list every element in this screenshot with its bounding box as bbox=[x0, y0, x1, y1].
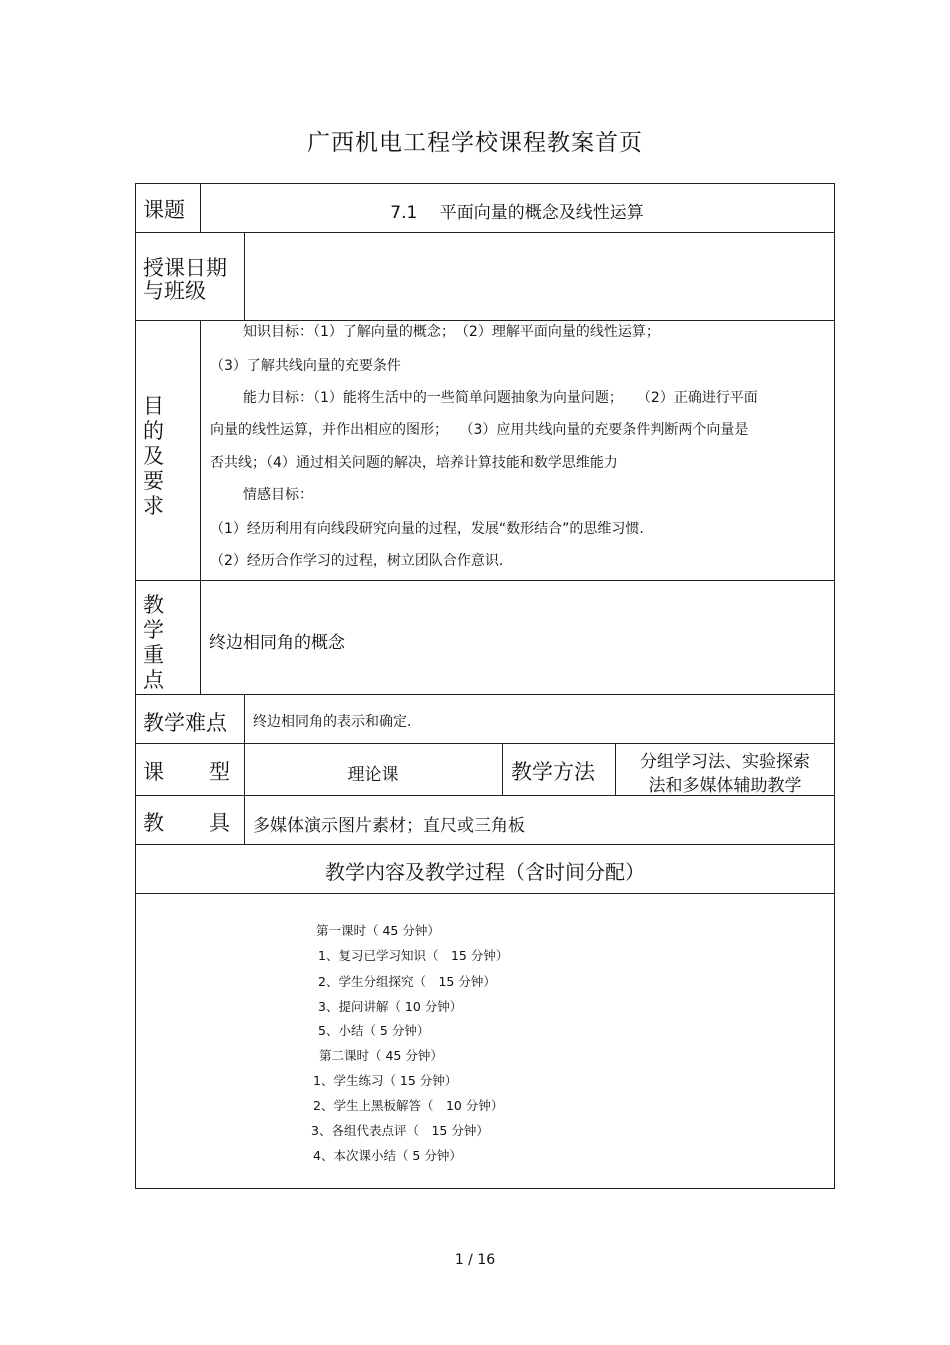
row-divider bbox=[135, 580, 835, 581]
row-divider bbox=[135, 743, 835, 744]
column-divider bbox=[244, 232, 245, 320]
goals-label-char: 要 bbox=[143, 469, 164, 493]
goals-label-char: 目 bbox=[143, 394, 164, 418]
schedule-item: 2、学生上黑板解答（ 10 分钟） bbox=[313, 1098, 504, 1113]
schedule-item: 第一课时（ 45 分钟） bbox=[316, 923, 440, 938]
tools-label: 具 bbox=[209, 811, 230, 835]
method-label: 教学方法 bbox=[511, 760, 595, 784]
goals-line: 能力目标：（1）能将生活中的一些简单问题抽象为向量问题； （2）正确进行平面 bbox=[243, 390, 758, 406]
row-divider bbox=[135, 232, 835, 233]
goals-label-char: 求 bbox=[143, 494, 164, 518]
document-title: 广西机电工程学校课程教案首页 bbox=[307, 130, 643, 156]
goals-line: （1）经历利用有向线段研究向量的过程，发展“数形结合”的思维习惯. bbox=[210, 521, 644, 537]
goals-label-char: 的 bbox=[143, 419, 164, 443]
key-point-label-char: 重 bbox=[143, 643, 164, 667]
goals-line: 向量的线性运算，并作出相应的图形； （3）应用共线向量的充要条件判断两个向量是 bbox=[210, 422, 749, 438]
goals-line: （3）了解共线向量的充要条件 bbox=[210, 358, 401, 374]
row-divider bbox=[135, 694, 835, 695]
schedule-item: 1、复习已学习知识（ 15 分钟） bbox=[318, 948, 509, 963]
goals-line: 情感目标： bbox=[243, 487, 313, 503]
date-label-line1: 授课日期 bbox=[143, 256, 227, 280]
schedule-item: 4、本次课小结（ 5 分钟） bbox=[313, 1148, 462, 1163]
type-label: 课 bbox=[143, 760, 164, 784]
key-point-label-char: 点 bbox=[143, 668, 164, 692]
type-label: 型 bbox=[209, 760, 230, 784]
schedule-item: 3、各组代表点评（ 15 分钟） bbox=[311, 1123, 489, 1138]
column-divider bbox=[200, 320, 201, 694]
goals-line: 否共线；（4）通过相关问题的解决，培养计算技能和数学思维能力 bbox=[210, 455, 618, 471]
method-value-line1: 分组学习法、实验探索 bbox=[640, 752, 810, 772]
method-value-line2: 法和多媒体辅助教学 bbox=[648, 776, 802, 796]
page-number: 1 / 16 bbox=[454, 1252, 496, 1268]
key-point-label-char: 学 bbox=[143, 618, 164, 642]
topic-label: 课题 bbox=[143, 198, 185, 222]
key-point-label-char: 教 bbox=[143, 593, 164, 617]
key-point-label bbox=[143, 593, 173, 693]
schedule-item: 第二课时（ 45 分钟） bbox=[319, 1048, 443, 1063]
difficulty-value: 终边相同角的表示和确定. bbox=[253, 714, 412, 730]
type-value: 理论课 bbox=[347, 765, 399, 785]
topic-value: 7.1 平面向量的概念及线性运算 bbox=[390, 203, 644, 223]
goals-line: 知识目标：（1）了解向量的概念； （2）理解平面向量的线性运算； bbox=[243, 324, 660, 340]
difficulty-label: 教学难点 bbox=[143, 711, 227, 735]
column-divider bbox=[502, 743, 503, 795]
schedule-item: 5、小结（ 5 分钟） bbox=[318, 1023, 430, 1038]
tools-value: 多媒体演示图片素材；直尺或三角板 bbox=[253, 816, 525, 836]
schedule-item: 1、学生练习（ 15 分钟） bbox=[313, 1073, 458, 1088]
row-divider bbox=[135, 844, 835, 845]
key-point-value: 终边相同角的概念 bbox=[209, 633, 345, 653]
tools-label: 教 bbox=[143, 811, 164, 835]
schedule-item: 3、提问讲解（ 10 分钟） bbox=[318, 999, 463, 1014]
goals-line: （2）经历合作学习的过程，树立团队合作意识. bbox=[210, 553, 504, 569]
goals-label bbox=[143, 394, 173, 519]
process-header: 教学内容及教学过程（含时间分配） bbox=[325, 860, 645, 884]
row-divider bbox=[135, 893, 835, 894]
date-label-line2: 与班级 bbox=[143, 279, 206, 303]
schedule-item: 2、学生分组探究（ 15 分钟） bbox=[318, 974, 496, 989]
goals-label-char: 及 bbox=[143, 444, 164, 468]
